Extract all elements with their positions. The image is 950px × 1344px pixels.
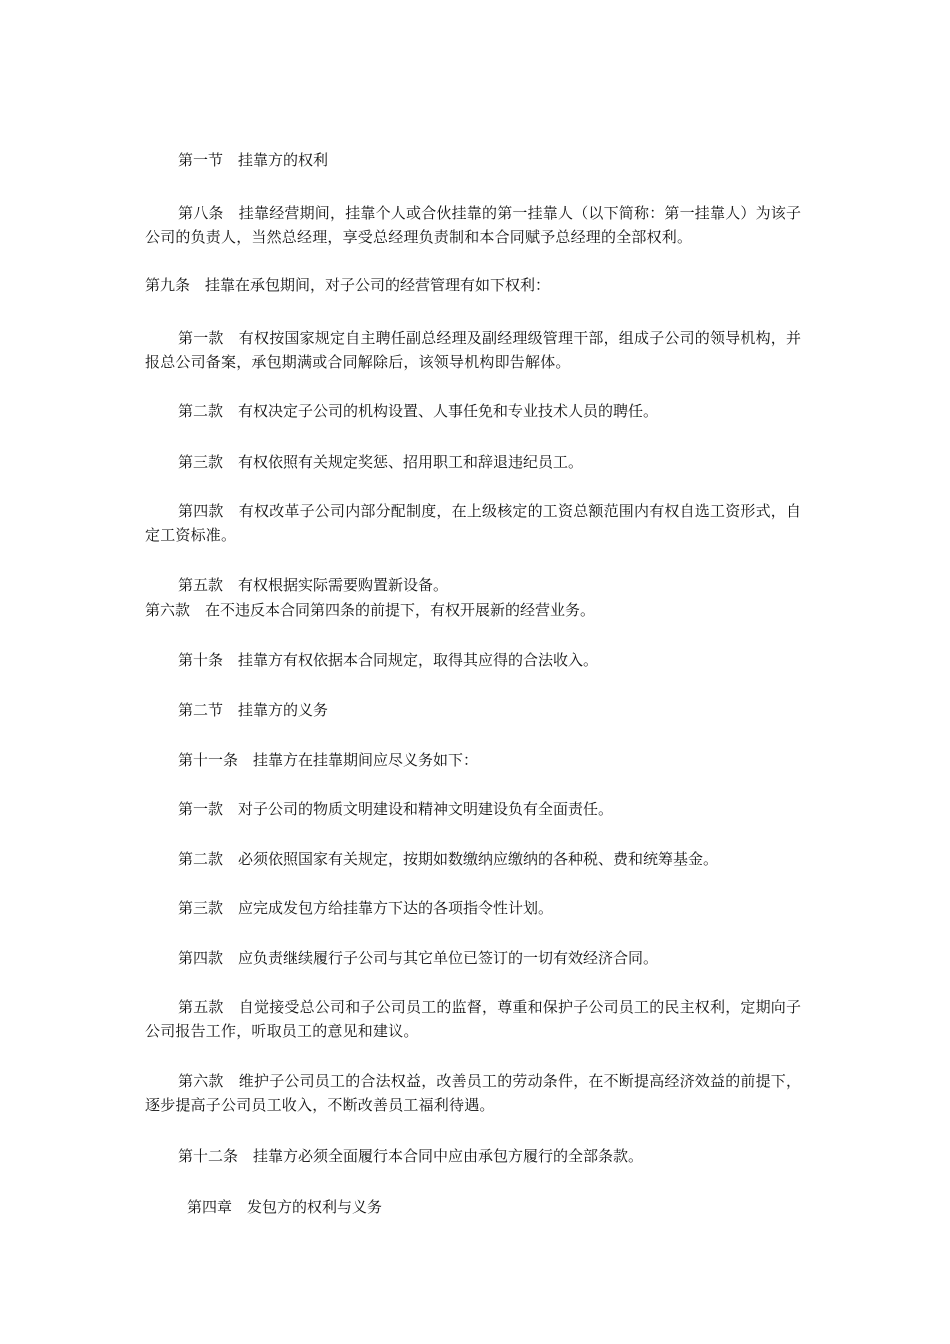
clause-paragraph: 第五款 自觉接受总公司和子公司员工的监督，尊重和保护子公司员工的民主权利，定期向子公司报告工作，听取员工的意见和建议。 bbox=[145, 998, 802, 1040]
clause-paragraph: 第一款 对子公司的物质文明建设和精神文明建设负有全面责任。 bbox=[178, 800, 614, 818]
clause-paragraph: 第六款 在不违反本合同第四条的前提下，有权开展新的经营业务。 bbox=[145, 601, 596, 619]
article-paragraph: 第十一条 挂靠方在挂靠期间应尽义务如下： bbox=[178, 751, 479, 769]
clause-paragraph: 第二款 必须依照国家有关规定，按期如数缴纳应缴纳的各种税、费和统筹基金。 bbox=[178, 850, 719, 868]
section-heading: 第一节 挂靠方的权利 bbox=[178, 151, 329, 169]
clause-paragraph: 第四款 应负责继续履行子公司与其它单位已签订的一切有效经济合同。 bbox=[178, 949, 659, 967]
article-paragraph: 第十条 挂靠方有权依据本合同规定，取得其应得的合法收入。 bbox=[178, 651, 599, 669]
clause-paragraph: 第六款 维护子公司员工的合法权益，改善员工的劳动条件，在不断提高经济效益的前提下，逐步提高子公司员工收入，不断改善员工福利待遇。 bbox=[145, 1072, 802, 1114]
clause-paragraph: 第三款 有权依照有关规定奖惩、招用职工和辞退违纪员工。 bbox=[178, 453, 584, 471]
clause-paragraph: 第二款 有权决定子公司的机构设置、人事任免和专业技术人员的聘任。 bbox=[178, 402, 659, 420]
clause-paragraph: 第三款 应完成发包方给挂靠方下达的各项指令性计划。 bbox=[178, 899, 554, 917]
clause-paragraph: 第五款 有权根据实际需要购置新设备。 bbox=[178, 576, 449, 594]
article-paragraph: 第八条 挂靠经营期间，挂靠个人或合伙挂靠的第一挂靠人（以下简称：第一挂靠人）为该子公司的负责人，当然总经理，享受总经理负责制和本合同赋予总经理的全部权利。 bbox=[145, 204, 802, 246]
article-paragraph: 第十二条 挂靠方必须全面履行本合同中应由承包方履行的全部条款。 bbox=[178, 1147, 644, 1165]
clause-paragraph: 第四款 有权改革子公司内部分配制度，在上级核定的工资总额范围内有权自选工资形式，自定工资标准。 bbox=[145, 502, 802, 544]
article-paragraph: 第九条 挂靠在承包期间，对子公司的经营管理有如下权利： bbox=[145, 276, 551, 294]
chapter-heading: 第四章 发包方的权利与义务 bbox=[187, 1198, 383, 1216]
clause-paragraph: 第一款 有权按国家规定自主聘任副总经理及副经理级管理干部，组成子公司的领导机构，并报总公司备案，承包期满或合同解除后，该领导机构即告解体。 bbox=[145, 329, 802, 371]
section-heading: 第二节 挂靠方的义务 bbox=[178, 701, 329, 719]
